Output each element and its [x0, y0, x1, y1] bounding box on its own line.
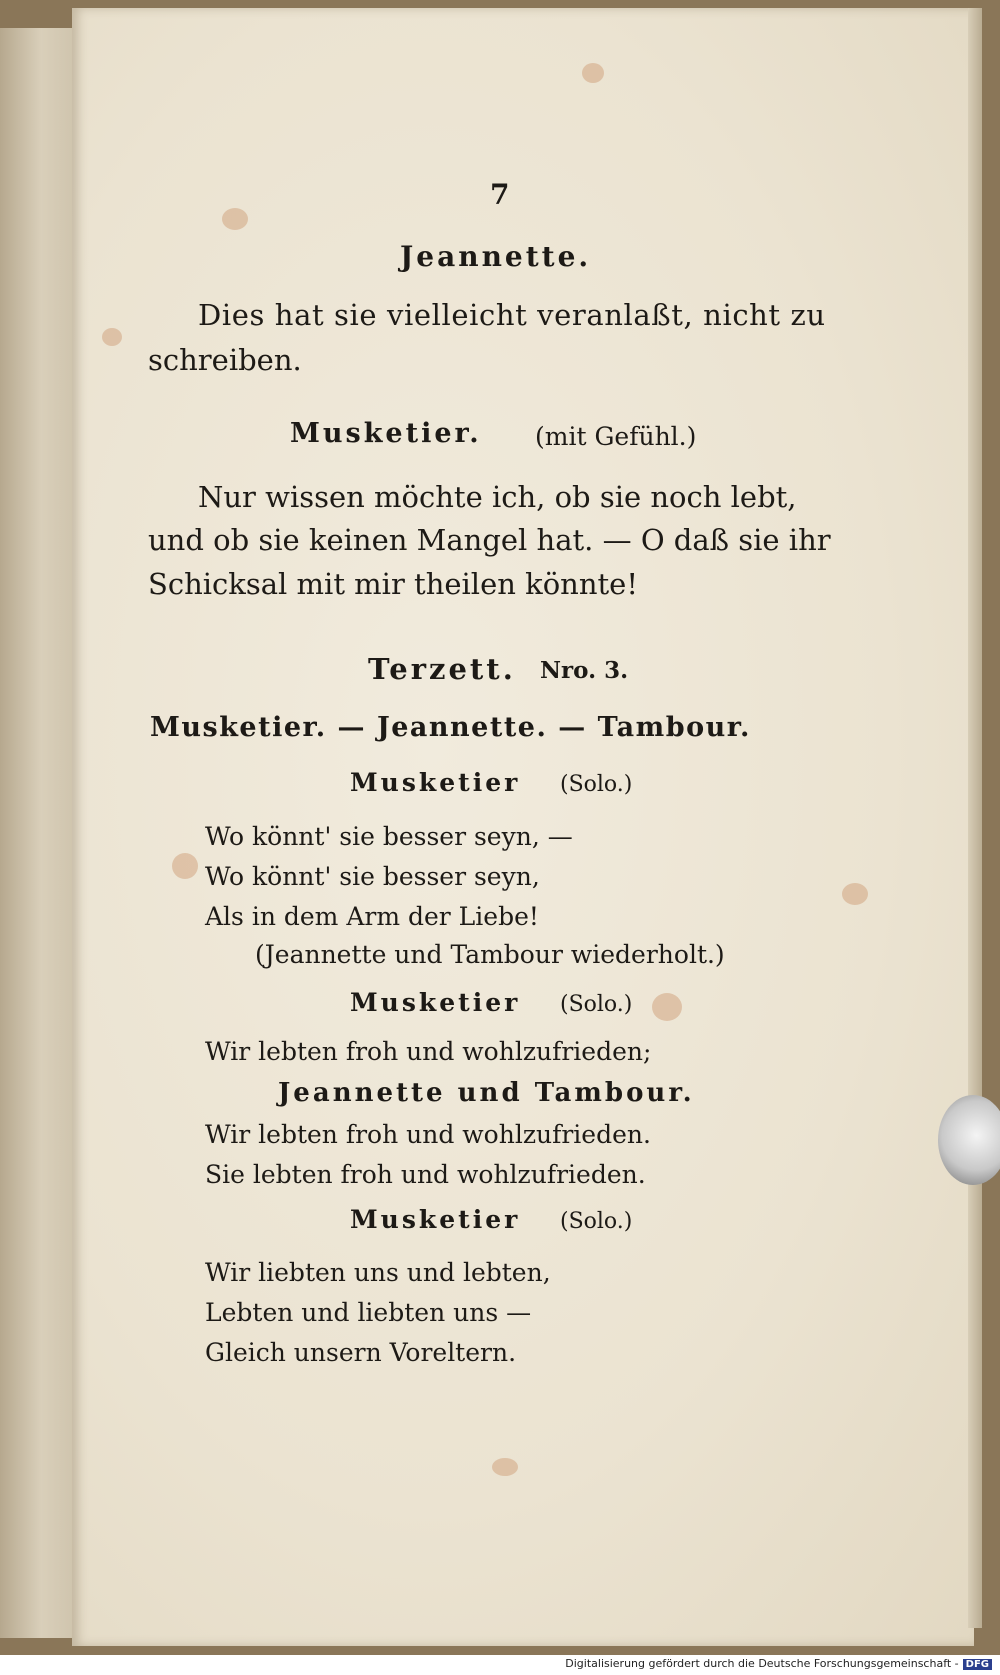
stage-direction: (Solo.) [560, 1209, 633, 1234]
verse-line: Wir liebten uns und lebten, [205, 1258, 551, 1287]
stage-direction: (mit Gefühl.) [535, 422, 697, 451]
verse-line: Gleich unsern Voreltern. [205, 1338, 517, 1367]
stage-direction: (Jeannette und Tambour wiederholt.) [255, 940, 725, 969]
dialogue-line: Nur wissen möchte ich, ob sie noch lebt, [198, 480, 797, 514]
section-heading: Terzett. [368, 652, 516, 686]
foxing-spot [222, 208, 248, 230]
verse-line: Wo könnt' sie besser seyn, [205, 862, 540, 891]
verse-line: Wir lebten froh und wohlzufrieden; [205, 1037, 652, 1066]
foxing-spot [102, 328, 122, 346]
speaker-heading: Musketier [350, 1205, 521, 1234]
dialogue-line: und ob sie keinen Mangel hat. — O daß sie ihr [148, 523, 831, 557]
cast-line: Musketier. — Jeannette. — Tambour. [150, 712, 751, 743]
page-number: 7 [490, 178, 510, 211]
speaker-heading: Jeannette und Tambour. [278, 1078, 695, 1108]
verse-line: Wo könnt' sie besser seyn, — [205, 822, 573, 851]
foxing-spot [652, 993, 682, 1021]
dialogue-line: Dies hat sie vielleicht veranlaßt, nicht zu [198, 298, 826, 332]
dfg-logo: DFG [963, 1659, 992, 1670]
verse-line: Wir lebten froh und wohlzufrieden. [205, 1120, 651, 1149]
binder-clip [938, 1095, 1000, 1185]
stage-direction: (Solo.) [560, 992, 633, 1017]
speaker-heading: Musketier. [290, 418, 482, 449]
footer-credit-text: Digitalisierung gefördert durch die Deutsche Forschungsgemeinschaft - [565, 1657, 959, 1670]
stage-direction: (Solo.) [560, 772, 633, 797]
speaker-heading: Musketier [350, 988, 521, 1017]
speaker-heading: Musketier [350, 768, 521, 797]
facing-page-edge [0, 28, 75, 1638]
foxing-spot [842, 883, 868, 905]
foxing-spot [492, 1458, 518, 1476]
dialogue-line: schreiben. [148, 343, 302, 377]
speaker-heading: Jeannette. [400, 240, 592, 273]
verse-line: Sie lebten froh und wohlzufrieden. [205, 1160, 646, 1189]
foxing-spot [172, 853, 198, 879]
footer-bar [0, 1655, 1000, 1675]
dialogue-line: Schicksal mit mir theilen könnte! [148, 567, 638, 601]
verse-line: Lebten und liebten uns — [205, 1298, 532, 1327]
footer-credit [565, 1657, 992, 1670]
foxing-spot [582, 63, 604, 83]
page-edge-strip [968, 8, 982, 1628]
verse-line: Als in dem Arm der Liebe! [205, 902, 539, 931]
number-label: Nro. 3. [540, 657, 629, 684]
